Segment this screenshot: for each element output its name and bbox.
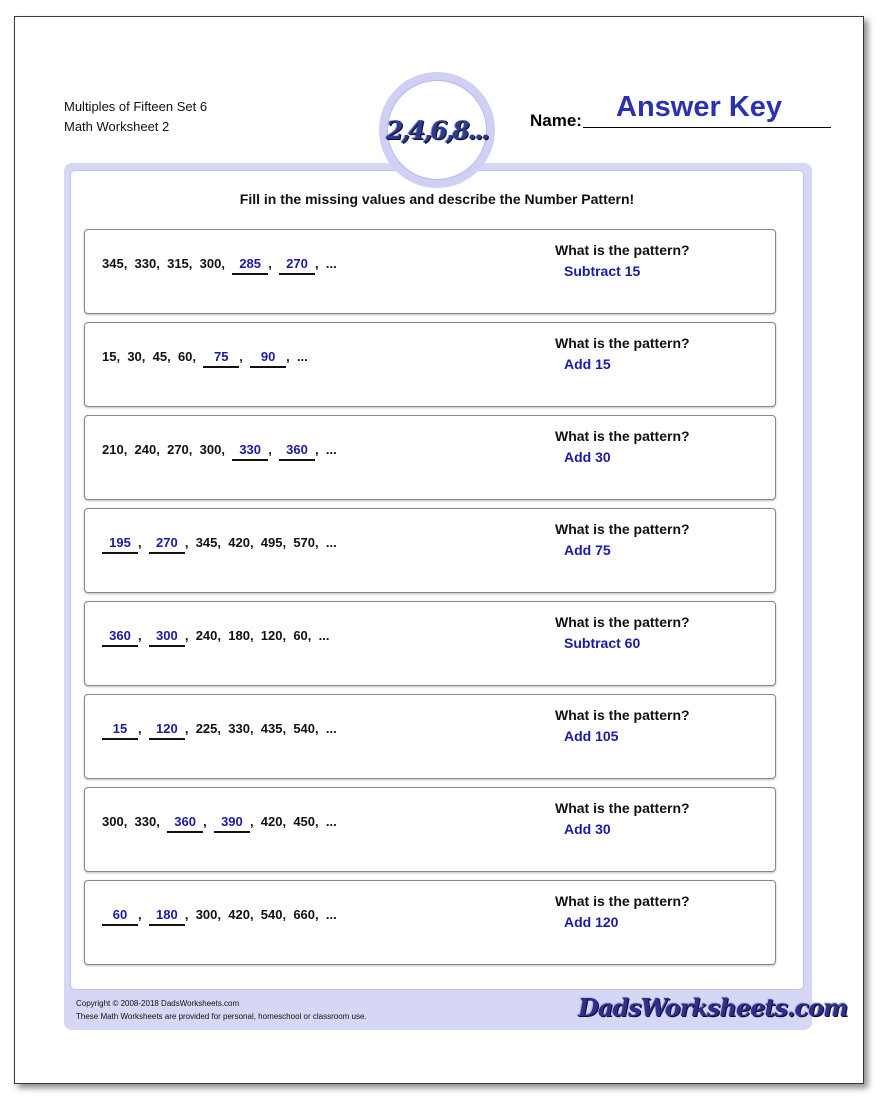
answer-blank: 75 [203,349,239,368]
sequence-number: 330 [228,721,250,736]
answer-blank: 120 [149,721,185,740]
sequence-separator: , [217,628,229,643]
sequence-ellipsis: ... [318,628,330,643]
sequence-ellipsis: ... [325,721,337,736]
pattern-answer: Add 75 [564,542,611,558]
problem-box [84,787,776,872]
pattern-answer: Add 30 [564,821,611,837]
pattern-question: What is the pattern? [555,800,690,816]
sequence-separator: , [221,256,233,271]
number-sequence [102,442,337,464]
sequence-number: 240 [134,442,157,457]
sequence-number: 60 [177,349,193,364]
sequence-separator: , [217,535,229,550]
answer-blank: 360 [167,814,203,833]
sequence-number: 30 [127,349,142,364]
number-sequence [102,814,337,836]
problem-box [84,415,776,500]
problem-box [84,694,776,779]
sequence-separator: , [192,349,204,364]
pattern-answer: Subtract 15 [564,263,641,279]
sequence-separator: , [184,907,196,922]
sequence-number: 435 [260,721,283,736]
sequence-number: 300 [199,442,222,457]
sequence-number: 450 [293,814,316,829]
answer-key-heading: Answer Key [616,91,783,123]
pattern-answer: Add 30 [564,449,611,465]
sequence-separator: , [249,721,261,736]
sequence-number: 345 [102,256,124,271]
sequence-ellipsis: ... [325,907,337,922]
worksheet-title-line1: Multiples of Fifteen Set 6 [64,99,208,114]
sequence-separator: , [282,535,294,550]
sequence-number: 300 [102,814,124,829]
sequence-number: 300 [195,907,218,922]
sequence-number: 420 [228,535,250,550]
answer-blank: 180 [149,907,185,926]
number-sequence [102,721,337,743]
answer-blank: 195 [102,535,138,554]
problem-box [84,880,776,965]
answer-blank: 270 [149,535,185,554]
sequence-separator: , [156,256,168,271]
sequence-number: 330 [134,814,157,829]
sequence-badge-inner [387,80,487,180]
sequence-separator: , [249,535,261,550]
sequence-separator: , [315,442,326,457]
answer-blank: 360 [102,628,138,647]
sequence-separator: , [217,721,229,736]
sequence-badge-text: 2,4,6,8... [386,115,488,145]
sequence-number: 570 [293,535,316,550]
pattern-question: What is the pattern? [555,707,690,723]
name-line [583,127,831,128]
sequence-separator: , [315,721,326,736]
problem-box [84,508,776,593]
sequence-number: 225 [195,721,218,736]
sequence-separator: , [217,907,229,922]
sequence-separator: , [123,814,135,829]
pattern-answer: Add 105 [564,728,619,744]
sequence-number: 15 [102,349,117,364]
sequence-number: 240 [195,628,218,643]
sequence-badge [379,72,495,188]
dadsworksheets-logo: DadsWorksheets.com [578,993,848,1022]
problem-box [84,322,776,407]
sequence-separator: , [249,907,261,922]
answer-blank: 285 [232,256,268,275]
sequence-separator: , [221,442,233,457]
number-sequence [102,349,308,371]
sequence-separator: , [315,814,326,829]
sequence-separator: , [123,256,135,271]
pattern-question: What is the pattern? [555,893,690,909]
sequence-number: 210 [102,442,124,457]
sequence-separator: , [156,814,168,829]
sequence-number: 660 [293,907,316,922]
answer-blank: 60 [102,907,138,926]
pattern-question: What is the pattern? [555,335,690,351]
pattern-answer: Add 15 [564,356,611,372]
sequence-number: 270 [167,442,189,457]
sequence-separator: , [315,256,326,271]
sequence-separator: , [282,814,294,829]
answer-blank: 300 [149,628,185,647]
pattern-answer: Add 120 [564,914,619,930]
sequence-separator: , [249,628,261,643]
sequence-separator: , [239,349,251,364]
sequence-ellipsis: ... [325,535,337,550]
number-sequence [102,907,337,929]
sequence-ellipsis: ... [296,349,308,364]
sequence-separator: , [184,628,196,643]
number-sequence [102,256,337,278]
sequence-ellipsis: ... [325,442,337,457]
sequence-ellipsis: ... [325,256,337,271]
instructions: Fill in the missing values and describe the Number Pattern! [239,191,635,207]
problem-box [84,229,776,314]
answer-blank: 360 [279,442,315,461]
sequence-separator: , [307,628,319,643]
sequence-separator: , [203,814,214,829]
sequence-separator: , [188,256,200,271]
pattern-question: What is the pattern? [555,614,690,630]
sequence-separator: , [138,907,149,922]
answer-blank: 270 [279,256,315,275]
sequence-number: 420 [228,907,250,922]
footer-copyright [76,997,367,1023]
sequence-number: 60 [293,628,308,643]
sequence-separator: , [141,349,153,364]
sequence-number: 540 [293,721,316,736]
pattern-question: What is the pattern? [555,521,690,537]
sequence-separator: , [268,442,280,457]
sequence-number: 45 [152,349,168,364]
worksheet-title-line2: Math Worksheet 2 [64,119,170,134]
sequence-separator: , [123,442,135,457]
sequence-number: 315 [167,256,189,271]
sequence-separator: , [286,349,297,364]
pattern-answer: Subtract 60 [564,635,641,651]
sequence-separator: , [116,349,128,364]
worksheet-title [64,97,207,137]
problem-box [84,601,776,686]
sequence-number: 420 [260,814,283,829]
usage-notice: These Math Worksheets are provided for personal, homeschool or classroom use. [76,1012,367,1021]
sequence-separator: , [167,349,178,364]
sequence-number: 300 [199,256,222,271]
sequence-separator: , [184,721,196,736]
sequence-number: 120 [260,628,283,643]
number-sequence [102,628,329,650]
sequence-separator: , [249,814,261,829]
sequence-number: 330 [134,256,157,271]
sequence-separator: , [282,628,294,643]
answer-blank: 390 [214,814,250,833]
sequence-number: 345 [195,535,218,550]
sequence-ellipsis: ... [325,814,337,829]
pattern-question: What is the pattern? [555,242,690,258]
number-sequence [102,535,337,557]
pattern-question: What is the pattern? [555,428,690,444]
sequence-separator: , [184,535,196,550]
sequence-separator: , [188,442,200,457]
sequence-separator: , [138,628,149,643]
answer-blank: 330 [232,442,268,461]
sequence-separator: , [156,442,168,457]
sequence-separator: , [138,535,149,550]
name-label: Name: [530,111,582,130]
sequence-separator: , [138,721,149,736]
answer-blank: 15 [102,721,138,740]
sequence-separator: , [315,535,326,550]
sequence-separator: , [282,721,294,736]
sequence-number: 180 [228,628,250,643]
sequence-number: 540 [260,907,283,922]
answer-blank: 90 [250,349,286,368]
sequence-separator: , [315,907,326,922]
sequence-number: 495 [260,535,283,550]
sequence-separator: , [282,907,294,922]
sequence-separator: , [268,256,280,271]
copyright-text: Copyright © 2008-2018 DadsWorksheets.com [76,999,240,1008]
